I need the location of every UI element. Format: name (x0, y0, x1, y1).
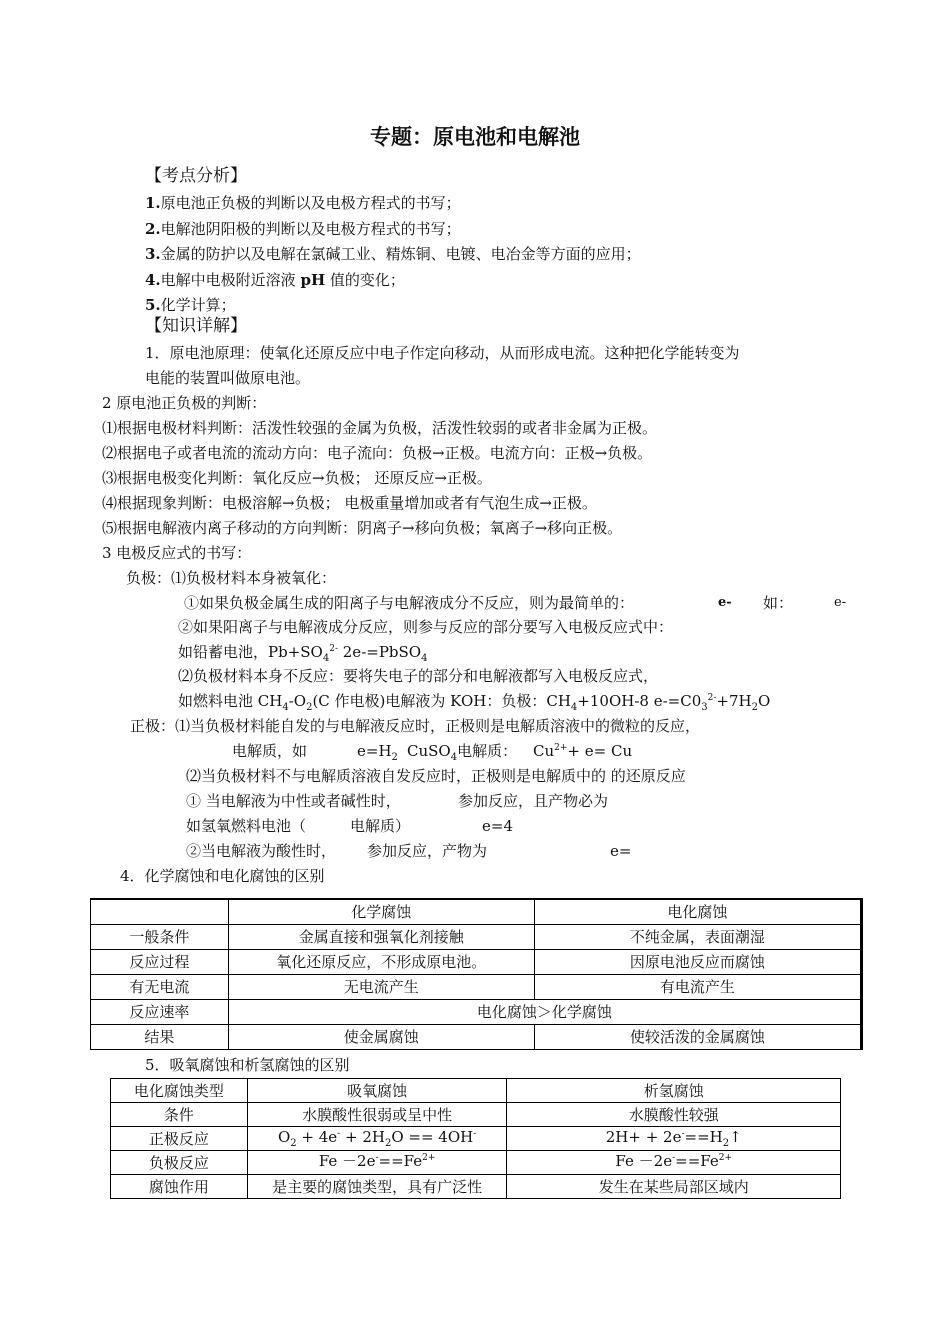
table-row (111, 1079, 841, 1103)
hydrogen-cell-a: 如氢氧燃料电池（ (186, 817, 307, 835)
corrosion-compare-table (90, 898, 863, 1050)
judge-rule-5: ⑸根据电解液内离子移动的方向判断：阴离子→移向负极；氧离子→移向正极。 (102, 519, 623, 537)
case-3-text: ⑵负极材料本身不反应：要将失电子的部分和电解液都写入电极反应式， (178, 667, 659, 685)
analysis-item-2: 2.电解池阴阳极的判断以及电极方程式的书写； (145, 220, 461, 238)
table-row (91, 950, 862, 975)
judge-rule-2: ⑵根据电子或者电流的流动方向：电子流向：负极→正极。电流方向：正极→负极。 (102, 444, 653, 462)
table-cell: 有电流产生 (534, 975, 861, 1000)
positive-example-h2: $e=H_2$ (357, 742, 398, 763)
table-cell: 电化腐蚀＞化学腐蚀 (228, 1000, 861, 1025)
table-cell: 正极反应 (111, 1127, 248, 1151)
analysis-item-5: 5.化学计算； (145, 296, 236, 314)
table-cell: $Fe -2e^-==Fe^{2+}$ (247, 1151, 507, 1175)
table-cell: 电化腐蚀 (534, 899, 861, 925)
table-row (111, 1151, 841, 1175)
table-row (91, 975, 862, 1000)
table-cell: 腐蚀作用 (111, 1175, 248, 1199)
table-row (91, 1025, 862, 1050)
heading-corrosion-compare: 4．化学腐蚀和电化腐蚀的区别 (120, 867, 325, 885)
neutral-case-b: 参加反应，且产物必为 (458, 792, 609, 810)
table-cell: 发生在某些局部区域内 (507, 1175, 841, 1199)
table-cell: 析氢腐蚀 (507, 1079, 841, 1103)
example-label: 如： (763, 594, 794, 612)
judge-rule-3: ⑶根据电极变化判断：氧化反应→负极； 还原反应→正极。 (102, 469, 492, 487)
table-cell: 化学腐蚀 (228, 899, 534, 925)
positive-example-cuso4: CuSO$_4$电解质： (407, 742, 518, 763)
table-cell: 因原电池反应而腐蚀 (534, 950, 861, 975)
table-cell: $O_2 + 4e^- + 2H_2O == 4OH^-$ (247, 1127, 507, 1151)
positive-example-1: 电解质，如 (232, 742, 308, 760)
table-cell: 反应过程 (91, 950, 229, 975)
negative-electrode-line: 负极：⑴负极材料本身被氧化： (126, 569, 337, 587)
principle-line-2: 电能的装置叫做原电池。 (145, 369, 311, 387)
table-row (111, 1175, 841, 1199)
table-cell: 结果 (91, 1025, 229, 1050)
acid-case-c: e= (610, 842, 632, 860)
electron-label-2: e- (834, 595, 847, 610)
positive-example-cu: $Cu^{2+}+ e= Cu$ (533, 742, 633, 760)
acid-case-a: ②当电解液为酸性时， (186, 842, 337, 860)
table-cell: 有无电流 (91, 975, 229, 1000)
table-cell: 不纯金属，表面潮湿 (534, 925, 861, 950)
table-cell: 无电流产生 (228, 975, 534, 1000)
table-cell: 水膜酸性很弱或呈中性 (247, 1103, 507, 1127)
table-cell (91, 899, 229, 925)
analysis-item-4: 4.电解中电极附近溶液 pH 值的变化； (145, 271, 405, 289)
table-cell: 条件 (111, 1103, 248, 1127)
fuel-cell-equation: 如燃料电池 $CH_4-O_2(C$ 作电极)电解液为 KOH：负极：$CH_4+10OH-8$ $e-=C0_3^{2-}+7H_2O$ (178, 692, 771, 713)
case-1-text: ①如果负极金属生成的阳离子与电解液成分不反应，则为最简单的： (184, 594, 635, 612)
case-2-text: ②如果阳离子与电解液成分反应，则参与反应的部分要写入电极反应式中： (178, 618, 674, 636)
table-cell: 吸氧腐蚀 (247, 1079, 507, 1103)
heading-electrode-judge: 2 原电池正负极的判断： (102, 394, 267, 412)
analysis-item-1: 1.原电池正负极的判断以及电极方程式的书写； (145, 194, 461, 212)
table-cell: $Fe -2e^-==Fe^{2+}$ (507, 1151, 841, 1175)
positive-case-2: ⑵当负极材料不与电解质溶液自发反应时，正极则是电解质中的 的还原反应 (186, 767, 686, 785)
table-row (111, 1127, 841, 1151)
positive-electrode-line: 正极：⑴当负极材料能自发的与电解液反应时，正极则是电解质溶液中的微粒的反应， (130, 717, 701, 735)
table-cell: 使较活泼的金属腐蚀 (534, 1025, 861, 1050)
electron-label-1: e- (718, 595, 732, 610)
table-cell: $2H+ + 2e^-==H_2↑$ (507, 1127, 841, 1151)
table-cell: 负极反应 (111, 1151, 248, 1175)
table-cell: 一般条件 (91, 925, 229, 950)
hydrogen-cell-b: 电解质） (350, 817, 411, 835)
hydrogen-cell-c: e=4 (482, 817, 513, 835)
judge-rule-4: ⑷根据现象判断：电极溶解→负极； 电极重量增加或者有气泡生成→正极。 (102, 494, 597, 512)
lead-battery-equation: 如铅蓄电池，$Pb+SO_4^{2-}$ 2e-=PbSO$_4$ (178, 643, 428, 664)
table-row (91, 925, 862, 950)
principle-line-1: 1．原电池原理：使氧化还原反应中电子作定向移动，从而形成电流。这种把化学能转变为 (145, 344, 740, 362)
neutral-case-a: ① 当电解液为中性或者碱性时， (186, 792, 401, 810)
section-heading-details: 【知识详解】 (145, 316, 247, 336)
table-cell: 金属直接和强氧化剂接触 (228, 925, 534, 950)
table-cell: 氧化还原反应，不形成原电池。 (228, 950, 534, 975)
judge-rule-1: ⑴根据电极材料判断：活泼性较强的金属为负极，活泼性较弱的或者非金属为正极。 (102, 419, 658, 437)
heading-electrode-equation: 3 电极反应式的书写： (102, 544, 252, 562)
analysis-item-3: 3.金属的防护以及电解在氯碱工业、精炼铜、电镀、电冶金等方面的应用； (145, 245, 641, 263)
section-heading-analysis: 【考点分析】 (145, 166, 247, 186)
table-row (91, 899, 862, 925)
table-cell: 水膜酸性较强 (507, 1103, 841, 1127)
table-cell: 使金属腐蚀 (228, 1025, 534, 1050)
table-row (91, 1000, 862, 1025)
acid-case-b: 参加反应，产物为 (367, 842, 488, 860)
page-title: 专题：原电池和电解池 (370, 125, 580, 149)
heading-oxygen-hydrogen: 5．吸氧腐蚀和析氢腐蚀的区别 (145, 1056, 350, 1074)
table-cell: 是主要的腐蚀类型，具有广泛性 (247, 1175, 507, 1199)
table-cell: 电化腐蚀类型 (111, 1079, 248, 1103)
oxygen-hydrogen-table (110, 1078, 841, 1199)
table-row (111, 1103, 841, 1127)
table-cell: 反应速率 (91, 1000, 229, 1025)
